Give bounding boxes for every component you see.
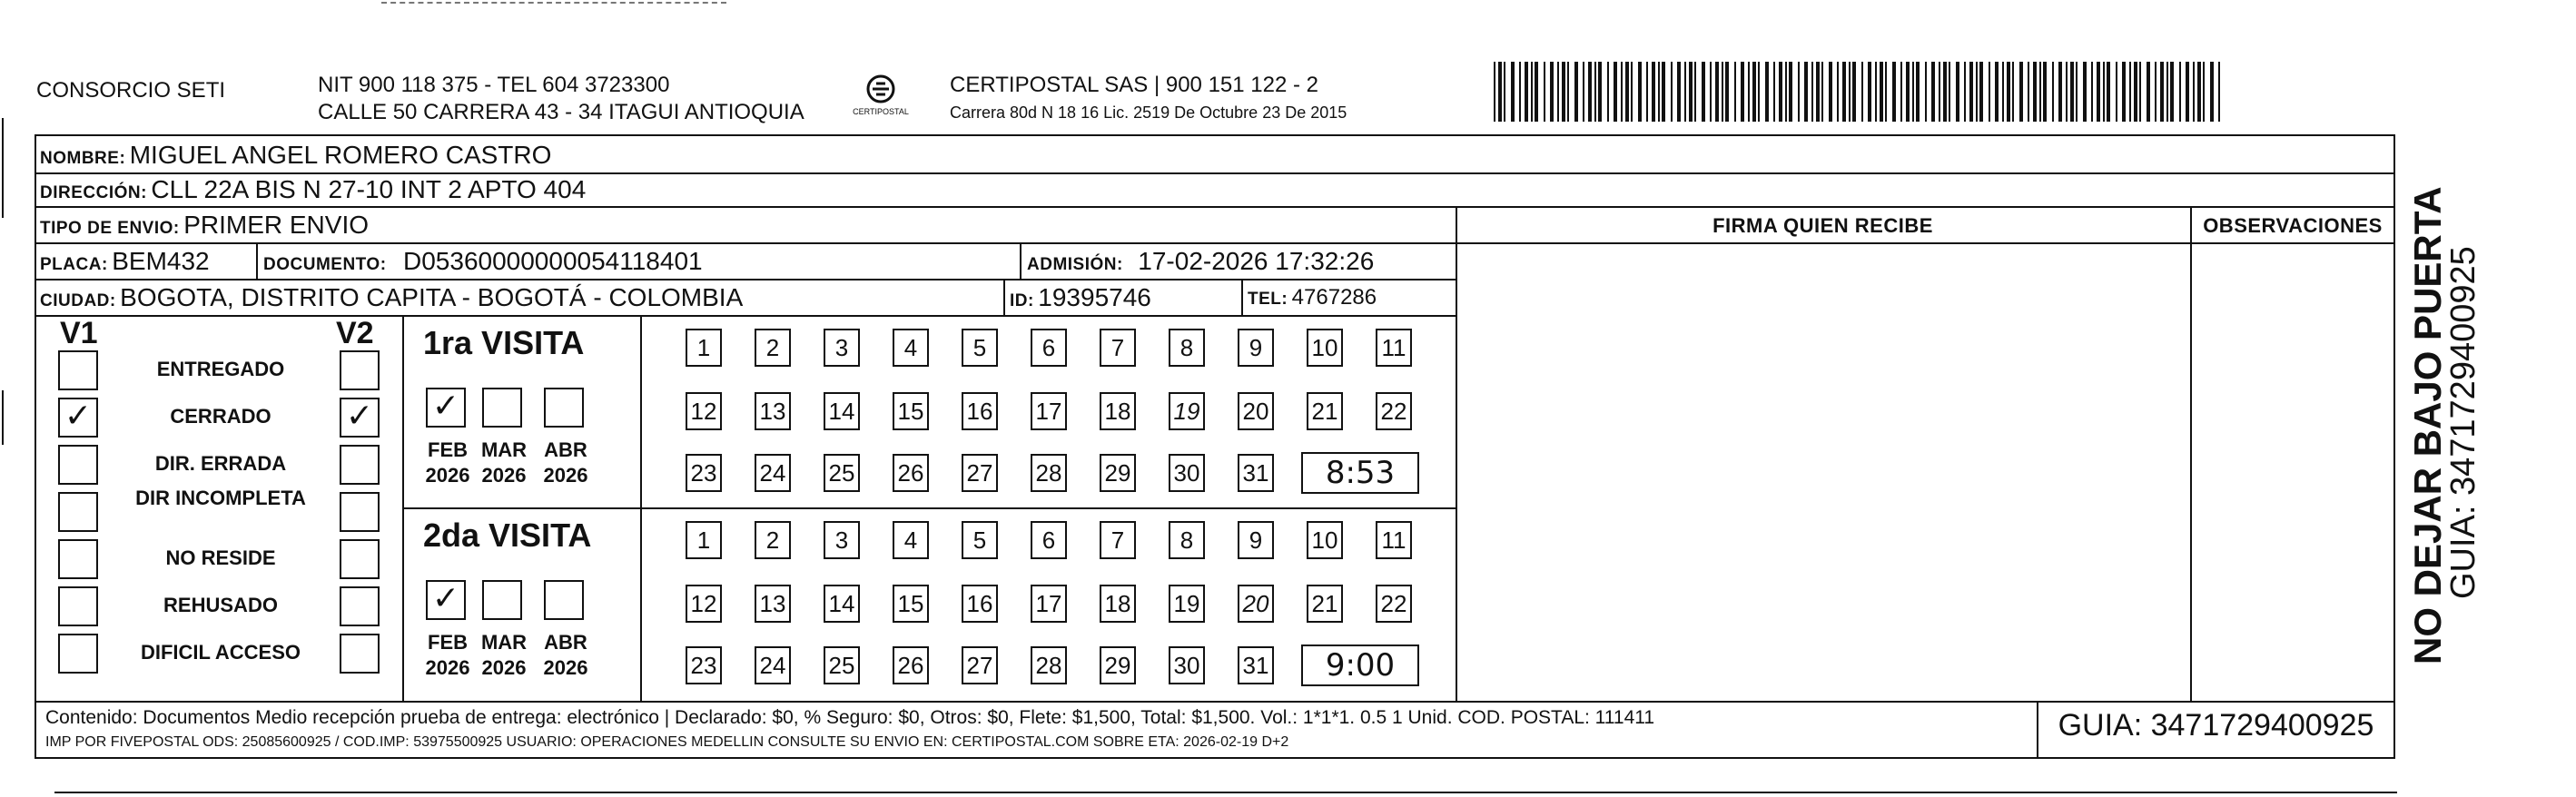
v1-checkbox[interactable] [58, 634, 98, 674]
documento-label: DOCUMENTO: [263, 255, 387, 274]
month-year: 2026 [481, 464, 527, 487]
side-guia: GUIA: 3471729400925 [2444, 246, 2482, 599]
month-year: 2026 [543, 656, 588, 679]
day-box[interactable]: 7 [1100, 521, 1136, 559]
day-box[interactable]: 17 [1031, 392, 1067, 430]
no-dejar-bajo-puerta: NO DEJAR BAJO PUERTA [2406, 186, 2449, 664]
tipo-envio-row [40, 209, 369, 246]
status-option-label: ENTREGADO [156, 358, 285, 380]
month-year: 2026 [425, 656, 470, 679]
day-box[interactable]: 3 [824, 521, 860, 559]
day-box-marked[interactable]: 19 [1169, 392, 1205, 430]
placa-value: BEM432 [112, 247, 210, 275]
signature-area[interactable] [1457, 244, 2188, 699]
day-box[interactable]: 30 [1169, 454, 1205, 492]
day-box[interactable]: 28 [1031, 454, 1067, 492]
day-box[interactable]: 31 [1238, 454, 1274, 492]
tipo-envio-label: TIPO DE ENVIO: [40, 219, 180, 238]
day-box[interactable]: 28 [1031, 646, 1067, 684]
placa-row [40, 245, 210, 282]
tel-label: TEL: [1248, 290, 1288, 309]
status-option-label: DIFICIL ACCESO [140, 641, 301, 664]
day-box[interactable]: 3 [824, 329, 860, 367]
address-line: CALLE 50 CARRERA 43 - 34 ITAGUI ANTIOQUIA [318, 100, 804, 124]
v2-checkbox[interactable] [340, 539, 380, 579]
license-line: Carrera 80d N 18 16 Lic. 2519 De Octubre 23 De 2015 [950, 103, 1347, 122]
documento-value: D05360000000054118401 [403, 247, 703, 275]
day-box[interactable]: 27 [962, 646, 998, 684]
day-box[interactable]: 2 [755, 329, 791, 367]
v1-checkbox[interactable] [58, 586, 98, 626]
v2-checkbox[interactable] [340, 634, 380, 674]
status-option-label: REHUSADO [163, 594, 278, 616]
day-box[interactable]: 4 [893, 521, 929, 559]
day-box-marked[interactable]: 20 [1238, 585, 1274, 623]
day-box[interactable]: 24 [755, 646, 791, 684]
visit-title: 2da VISITA [423, 517, 592, 554]
ciudad-label: CIUDAD: [40, 291, 116, 310]
month-checkbox[interactable] [544, 580, 584, 620]
nit-line: NIT 900 118 375 - TEL 604 3723300 [318, 73, 670, 97]
visit-title: 1ra VISITA [423, 324, 585, 361]
month-checkbox[interactable]: ✓ [426, 388, 466, 428]
month-name: ABR [544, 438, 587, 461]
day-box[interactable]: 22 [1376, 585, 1412, 623]
month-checkbox[interactable]: ✓ [426, 580, 466, 620]
admision-value: 17-02-2026 17:32:26 [1138, 247, 1375, 275]
logo-text: CERTIPOSTAL [853, 107, 909, 116]
day-box[interactable]: 20 [1238, 392, 1274, 430]
id-row [1010, 281, 1151, 319]
day-box[interactable]: 6 [1031, 329, 1067, 367]
day-box[interactable]: 30 [1169, 646, 1205, 684]
month-name: ABR [544, 631, 587, 654]
day-box[interactable]: 26 [893, 646, 929, 684]
day-box[interactable]: 13 [755, 392, 791, 430]
company-name: CONSORCIO SETI [36, 78, 226, 103]
v1-checkbox[interactable] [58, 539, 98, 579]
day-box[interactable]: 8 [1169, 329, 1205, 367]
month-checkbox[interactable] [544, 388, 584, 428]
day-box[interactable]: 14 [824, 585, 860, 623]
footer-line-2: IMP POR FIVEPOSTAL ODS: 25085600925 / COD.IMP: 53975500925 USUARIO: OPERACIONES MEDELLIN CONSULTE SU ENVIO EN: CERTIPOSTAL.COM SOBRE ETA: 2026-02-19 D+2 [45, 734, 1289, 750]
month-name: FEB [428, 438, 468, 461]
placa-label: PLACA: [40, 255, 108, 274]
admision-label: ADMISIÓN: [1027, 255, 1123, 274]
day-box[interactable]: 11 [1376, 329, 1412, 367]
day-box[interactable]: 18 [1100, 392, 1136, 430]
month-checkbox[interactable] [482, 580, 522, 620]
day-box[interactable]: 24 [755, 454, 791, 492]
day-box[interactable]: 2 [755, 521, 791, 559]
observaciones-area[interactable] [2192, 244, 2393, 699]
day-box[interactable]: 10 [1307, 521, 1343, 559]
day-box[interactable]: 14 [824, 392, 860, 430]
day-box[interactable]: 12 [686, 585, 722, 623]
status-option-label: CERRADO [170, 405, 271, 428]
day-box[interactable]: 4 [893, 329, 929, 367]
day-box[interactable]: 9 [1238, 329, 1274, 367]
visit-time[interactable]: 8:53 [1301, 452, 1419, 494]
certipostal-line: CERTIPOSTAL SAS | 900 151 122 - 2 [950, 73, 1318, 97]
v1-checkbox[interactable]: ✓ [58, 398, 98, 438]
day-box[interactable]: 19 [1169, 585, 1205, 623]
v2-checkbox[interactable]: ✓ [340, 398, 380, 438]
day-box[interactable]: 1 [686, 521, 722, 559]
id-value: 19395746 [1038, 283, 1151, 311]
day-box[interactable]: 23 [686, 454, 722, 492]
footer-line-1: Contenido: Documentos Medio recepción prueba de entrega: electrónico | Declarado: $0, % Seguro: $0, Otros: $0, Flete: $1,500, Total: $1,500. Vol.: 1*1*1. 0.5 1 Unid. COD. POSTAL: 111411 [45, 707, 1655, 728]
v1-label: V1 [60, 316, 98, 350]
nombre-row [40, 139, 551, 176]
month-year: 2026 [425, 464, 470, 487]
v1-checkbox[interactable] [58, 492, 98, 532]
ciudad-row [40, 281, 743, 319]
day-box[interactable]: 27 [962, 454, 998, 492]
day-box[interactable]: 10 [1307, 329, 1343, 367]
day-box[interactable]: 31 [1238, 646, 1274, 684]
nombre-label: NOMBRE: [40, 149, 126, 168]
month-year: 2026 [543, 464, 588, 487]
footer-guia: GUIA: 3471729400925 [2058, 708, 2374, 743]
month-name: MAR [480, 631, 528, 654]
day-box[interactable]: 25 [824, 454, 860, 492]
day-box[interactable]: 12 [686, 392, 722, 430]
day-box[interactable]: 8 [1169, 521, 1205, 559]
ciudad-value: BOGOTA, DISTRITO CAPITA - BOGOTÁ - COLOMBIA [120, 283, 744, 311]
v1-checkbox[interactable] [58, 350, 98, 390]
v1-checkbox[interactable] [58, 445, 98, 485]
visit-time[interactable]: 9:00 [1301, 644, 1419, 686]
documento-row [263, 245, 703, 282]
day-box[interactable]: 5 [962, 329, 998, 367]
day-box[interactable]: 17 [1031, 585, 1067, 623]
day-box[interactable]: 11 [1376, 521, 1412, 559]
day-box[interactable]: 7 [1100, 329, 1136, 367]
status-option-label: DIR INCOMPLETA [135, 487, 306, 509]
v2-checkbox[interactable] [340, 586, 380, 626]
v2-checkbox[interactable] [340, 445, 380, 485]
day-box[interactable]: 26 [893, 454, 929, 492]
day-box[interactable]: 25 [824, 646, 860, 684]
day-box[interactable]: 23 [686, 646, 722, 684]
day-box[interactable]: 22 [1376, 392, 1412, 430]
direccion-row [40, 173, 586, 211]
status-option-label: DIR. ERRADA [154, 452, 287, 475]
v2-label: V2 [336, 316, 374, 350]
day-box[interactable]: 21 [1307, 585, 1343, 623]
month-name: FEB [428, 631, 468, 654]
day-box[interactable]: 15 [893, 585, 929, 623]
month-year: 2026 [481, 656, 527, 679]
firma-label: FIRMA QUIEN RECIBE [1712, 214, 1933, 237]
tel-row [1248, 281, 1377, 317]
tel-value: 4767286 [1291, 285, 1377, 310]
day-box[interactable]: 15 [893, 392, 929, 430]
direccion-value: CLL 22A BIS N 27-10 INT 2 APTO 404 [151, 175, 587, 203]
day-box[interactable]: 16 [962, 585, 998, 623]
tipo-envio-value: PRIMER ENVIO [183, 211, 370, 239]
month-name: MAR [480, 438, 528, 461]
day-box[interactable]: 13 [755, 585, 791, 623]
day-box[interactable]: 6 [1031, 521, 1067, 559]
observaciones-label: OBSERVACIONES [2203, 214, 2383, 237]
admision-row [1027, 245, 1374, 282]
v2-checkbox[interactable] [340, 492, 380, 532]
day-box[interactable]: 29 [1100, 646, 1136, 684]
id-label: ID: [1010, 291, 1034, 310]
v2-checkbox[interactable] [340, 350, 380, 390]
day-box[interactable]: 18 [1100, 585, 1136, 623]
day-box[interactable]: 1 [686, 329, 722, 367]
status-option-label: NO RESIDE [165, 546, 276, 569]
day-box[interactable]: 9 [1238, 521, 1274, 559]
day-box[interactable]: 16 [962, 392, 998, 430]
month-checkbox[interactable] [482, 388, 522, 428]
nombre-value: MIGUEL ANGEL ROMERO CASTRO [129, 141, 552, 169]
day-box[interactable]: 21 [1307, 392, 1343, 430]
direccion-label: DIRECCIÓN: [40, 183, 147, 202]
day-box[interactable]: 29 [1100, 454, 1136, 492]
certipostal-logo [849, 71, 913, 125]
barcode [1494, 62, 2220, 122]
day-box[interactable]: 5 [962, 521, 998, 559]
